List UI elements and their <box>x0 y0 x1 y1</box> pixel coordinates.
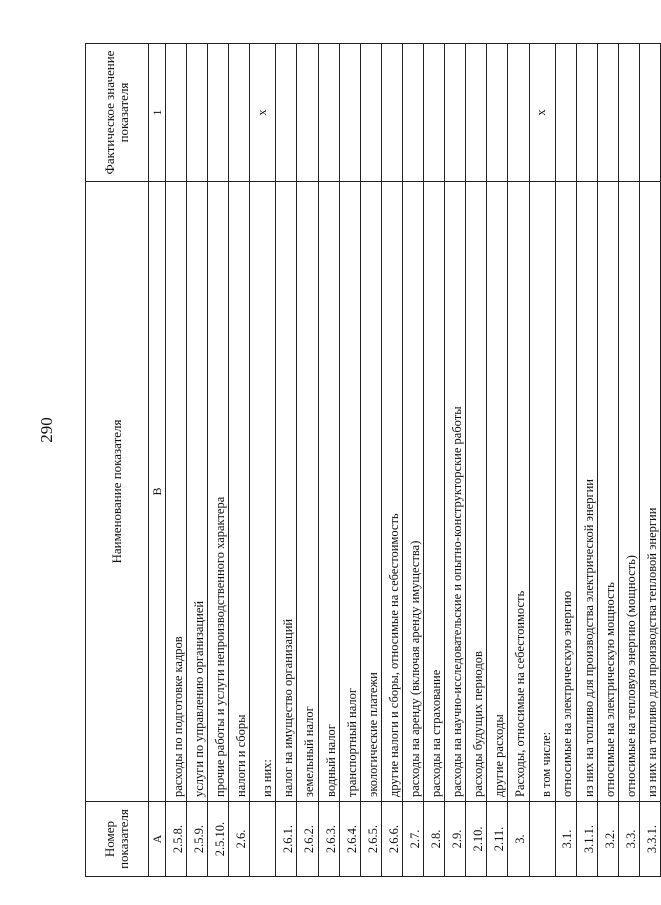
row-name: экологические платежи <box>360 182 381 802</box>
row-value <box>445 44 466 182</box>
row-value <box>555 44 576 182</box>
subheader-value: 1 <box>149 44 166 182</box>
row-name: из них на топливо для производства тепловой энергии <box>639 182 660 802</box>
header-number: Номер показателя <box>86 802 149 877</box>
row-number: 2.11. <box>487 802 508 877</box>
table-row <box>529 44 555 877</box>
row-value: x <box>250 44 276 182</box>
table-row <box>229 44 250 877</box>
table-row <box>618 44 639 877</box>
table-row <box>424 44 445 877</box>
row-number: 3.3.1. <box>639 802 660 877</box>
table-row <box>555 44 576 877</box>
table-row <box>297 44 318 877</box>
row-number: 2.5.9. <box>187 802 208 877</box>
row-name: расходы по подготовке кадров <box>166 182 187 802</box>
row-number: 3. <box>508 802 529 877</box>
table-row <box>208 44 229 877</box>
row-name: налоги и сборы <box>229 182 250 802</box>
row-name: Расходы, относимые на себестоимость <box>508 182 529 802</box>
table-row <box>597 44 618 877</box>
row-value <box>466 44 487 182</box>
row-value <box>360 44 381 182</box>
table-row <box>250 44 276 877</box>
row-number: 2.5.10. <box>208 802 229 877</box>
indicator-table-wrapper <box>85 44 659 877</box>
row-number: 2.6.6. <box>381 802 402 877</box>
table-row <box>639 44 660 877</box>
row-number: 2.6.5. <box>360 802 381 877</box>
row-value <box>276 44 297 182</box>
row-number: 2.6.2. <box>297 802 318 877</box>
row-name: прочие работы и услуги непроизводственного характера <box>208 182 229 802</box>
row-number: 3.3. <box>618 802 639 877</box>
table-row <box>360 44 381 877</box>
row-value <box>339 44 360 182</box>
row-number: 2.6.4. <box>339 802 360 877</box>
row-number: 2.5.8. <box>166 802 187 877</box>
row-name: другие расходы <box>487 182 508 802</box>
row-value <box>424 44 445 182</box>
row-name: расходы на аренду (включая аренду имущества) <box>402 182 423 802</box>
subheader-name: В <box>149 182 166 802</box>
row-name: относимые на тепловую энергию (мощность) <box>618 182 639 802</box>
row-number: 2.8. <box>424 802 445 877</box>
row-value <box>381 44 402 182</box>
row-value <box>187 44 208 182</box>
table-row <box>402 44 423 877</box>
row-name: из них: <box>250 182 276 802</box>
table-subheader-row <box>149 44 166 877</box>
table-row <box>187 44 208 877</box>
row-value <box>597 44 618 182</box>
row-value <box>487 44 508 182</box>
row-value <box>297 44 318 182</box>
table-row <box>487 44 508 877</box>
row-name: расходы на научно-исследовательские и опытно-конструкторские работы <box>445 182 466 802</box>
row-value <box>318 44 339 182</box>
row-name: из них на топливо для производства электрической энергии <box>576 182 597 802</box>
page-number: 290 <box>36 417 56 443</box>
table-row <box>576 44 597 877</box>
table-header-row <box>86 44 149 877</box>
row-number: 3.2. <box>597 802 618 877</box>
table-row <box>276 44 297 877</box>
row-number: 2.6. <box>229 802 250 877</box>
row-number: 2.6.3. <box>318 802 339 877</box>
indicator-table <box>85 43 661 877</box>
row-number: 2.7. <box>402 802 423 877</box>
row-name: расходы на страхование <box>424 182 445 802</box>
row-value <box>508 44 529 182</box>
table-row <box>339 44 360 877</box>
row-name: земельный налог <box>297 182 318 802</box>
table-row <box>508 44 529 877</box>
row-name: другие налоги и сборы, относимые на себестоимость <box>381 182 402 802</box>
row-name: относимые на электрическую энергию <box>555 182 576 802</box>
header-value: Фактическое значение показателя <box>86 44 149 182</box>
row-number: 3.1.1. <box>576 802 597 877</box>
header-name: Наименование показателя <box>86 182 149 802</box>
table-row <box>445 44 466 877</box>
row-value <box>166 44 187 182</box>
row-number: 2.10. <box>466 802 487 877</box>
row-value <box>229 44 250 182</box>
row-number: 3.1. <box>555 802 576 877</box>
row-number: 2.9. <box>445 802 466 877</box>
row-value: x <box>529 44 555 182</box>
row-name: расходы будущих периодов <box>466 182 487 802</box>
row-number <box>529 802 555 877</box>
table-row <box>466 44 487 877</box>
row-value <box>618 44 639 182</box>
subheader-number: А <box>149 802 166 877</box>
table-row <box>166 44 187 877</box>
row-name: транспортный налог <box>339 182 360 802</box>
row-name: в том числе: <box>529 182 555 802</box>
row-name: водный налог <box>318 182 339 802</box>
row-number <box>250 802 276 877</box>
row-name: относимые на электрическую мощность <box>597 182 618 802</box>
table-row <box>381 44 402 877</box>
row-number: 2.6.1. <box>276 802 297 877</box>
row-value <box>576 44 597 182</box>
row-value <box>639 44 660 182</box>
row-value <box>208 44 229 182</box>
table-row <box>318 44 339 877</box>
row-name: услуги по управлению организацией <box>187 182 208 802</box>
row-value <box>402 44 423 182</box>
row-name: налог на имущество организаций <box>276 182 297 802</box>
